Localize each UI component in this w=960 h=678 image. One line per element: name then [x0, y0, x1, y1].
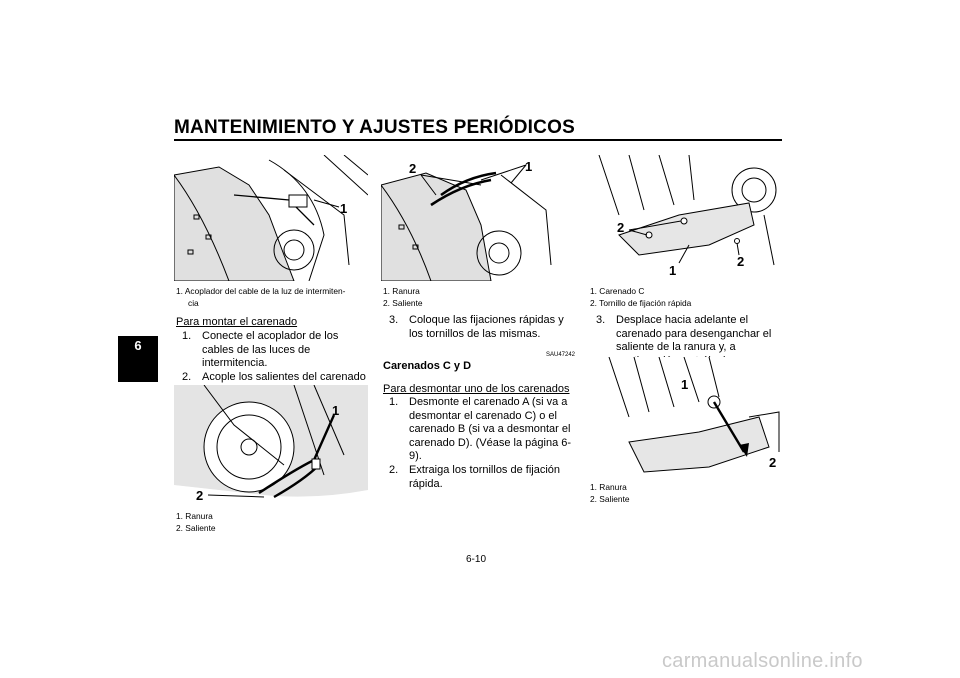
callout-2: 2	[196, 488, 204, 503]
figure-slot-tab-fairing-d	[589, 357, 783, 477]
steps-mount: 1. Conecte el acoplador de los cables de las luces de intermitencia. 2. Acople los salientes del carenado	[182, 330, 366, 383]
callout-2: 2	[769, 455, 777, 470]
figure-caption: 1. Carenado C 2. Tornillo de fijación rápida	[590, 286, 692, 308]
subheading-remove-fairing: Para desmontar uno de los carenados	[383, 383, 570, 395]
subheading-mount-fairing: Para montar el carenado	[176, 316, 298, 328]
section-heading: Carenados C y D	[383, 360, 472, 372]
callout-1: 1	[669, 263, 677, 278]
callout-2: 2	[409, 161, 417, 176]
callout-2: 2	[617, 220, 625, 235]
chapter-tab: 6	[118, 336, 158, 382]
steps-fasten: 3. Coloque las fijaciones rápidas y los tornillos de las mismas.	[389, 314, 564, 340]
callout-1: 1	[332, 403, 340, 418]
steps-remove: 1. Desmonte el carenado A (si va a desmontar el carenado C) o el carenado B (si va a desmontar el carenado D). (Véase la página 6-9). 2. Extraiga los tornillos de fijación rápida.	[389, 396, 572, 490]
page-number: 6-10	[466, 554, 487, 565]
figure-caption: 1. Ranura 2. Saliente	[383, 286, 423, 308]
callout-1: 1	[340, 201, 348, 216]
figure-turn-signal-coupler	[174, 155, 368, 281]
figure-caption: 1. Ranura 2. Saliente	[176, 511, 216, 533]
page-title: MANTENIMIENTO Y AJUSTES PERIÓDICOS	[174, 117, 575, 138]
steps-slide-remove: 3. Desplace hacia adelante el carenado para desenganchar el saliente de la ranura y, a	[596, 314, 772, 354]
section-code: SAU47242	[546, 352, 576, 358]
figure-caption: 1. Acoplador del cable de la luz de intermiten- cia	[176, 286, 346, 308]
figure-slot-tab-fairing	[381, 155, 575, 281]
callout-1: 1	[681, 377, 689, 392]
figure-fairing-c	[589, 155, 783, 281]
watermark: carmanualsonline.info	[662, 650, 863, 672]
figure-slot-tab-wheel	[174, 385, 368, 505]
callout-2: 2	[737, 254, 745, 269]
title-rule	[174, 139, 782, 141]
figure-caption: 1. Ranura 2. Saliente	[590, 482, 630, 504]
callout-1: 1	[525, 159, 533, 174]
